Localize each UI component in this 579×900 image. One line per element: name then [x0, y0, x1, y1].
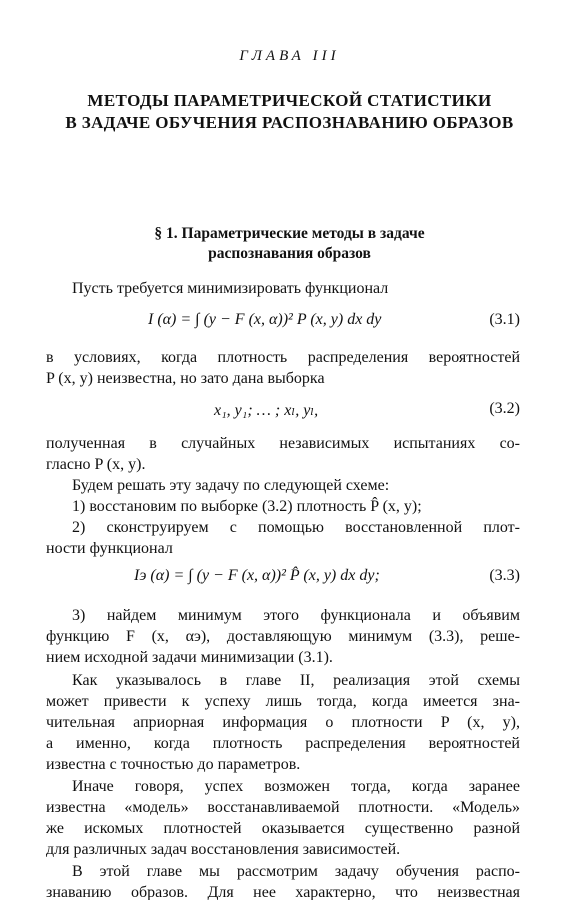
- text-line: а именно, когда плотность распределения вероятностей: [46, 735, 520, 752]
- text-line: 2) сконструируем с помощью восстановленной плот-: [72, 519, 520, 536]
- text-line: известна «модель» восстанавливаемой плотности. «Модель»: [46, 799, 520, 816]
- text-line: Иначе говоря, успех возможен тогда, когда заранее: [72, 778, 520, 795]
- text-line: для различных задач восстановления зависимостей.: [46, 841, 401, 858]
- chapter-title-line: МЕТОДЫ ПАРАМЕТРИЧЕСКОЙ СТАТИСТИКИ: [87, 91, 492, 110]
- chapter-title: [0, 90, 579, 134]
- chapter-heading: ГЛАВА III: [239, 48, 340, 64]
- text-line: знаванию образов. Для нее характерно, что неизвестная: [46, 884, 520, 900]
- text-line: чительная априорная информация о плотности P (x, y),: [46, 714, 520, 731]
- equation-number: (3.1): [489, 311, 520, 328]
- section-heading: [0, 224, 579, 264]
- text-line: P (x, y) неизвестна, но зато дана выборка: [46, 370, 325, 387]
- text-line: Как указывалось в главе II, реализация этой схемы: [72, 672, 520, 689]
- text-line: ности функционал: [46, 540, 173, 557]
- equation-3-1: I (α) = ∫ (y − F (x, α))² P (x, y) dx dy: [148, 311, 382, 328]
- section-heading-line: § 1. Параметрические методы в задаче: [154, 225, 425, 242]
- text-line: 1) восстановим по выборке (3.2) плотность P̂ (x, y);: [72, 498, 422, 515]
- text-line: нием исходной задачи минимизации (3.1).: [46, 649, 333, 666]
- section-heading-line: распознавания образов: [208, 245, 371, 262]
- text-line: 3) найдем минимум этого функционала и объявим: [72, 607, 520, 624]
- text-line: же искомых плотностей оказывается существенно разной: [46, 820, 520, 837]
- text-line: гласно P (x, y).: [46, 456, 146, 473]
- text-line: Пусть требуется минимизировать функционал: [72, 280, 389, 297]
- text-line: в условиях, когда плотность распределения вероятностей: [46, 349, 520, 366]
- text-line: функцию F (x, αэ), доставляющую минимум (3.3), реше-: [46, 628, 520, 645]
- equation-number: (3.3): [489, 567, 520, 584]
- equation-3-2: x₁, y₁; … ; xₗ, yₗ,: [214, 402, 319, 419]
- text-line: Будем решать эту задачу по следующей схеме:: [72, 477, 390, 494]
- text-line: полученная в случайных независимых испытаниях со-: [46, 435, 520, 452]
- text-line: может привести к успеху лишь тогда, когда имеется зна-: [46, 693, 520, 710]
- equation-number: (3.2): [489, 400, 520, 417]
- chapter-title-line: В ЗАДАЧЕ ОБУЧЕНИЯ РАСПОЗНАВАНИЮ ОБРАЗОВ: [65, 113, 514, 132]
- equation-3-3: Iэ (α) = ∫ (y − F (x, α))² P̂ (x, y) dx dy;: [134, 567, 380, 584]
- text-line: известна с точностью до параметров.: [46, 756, 301, 773]
- text-line: В этой главе мы рассмотрим задачу обучения распо-: [72, 863, 520, 880]
